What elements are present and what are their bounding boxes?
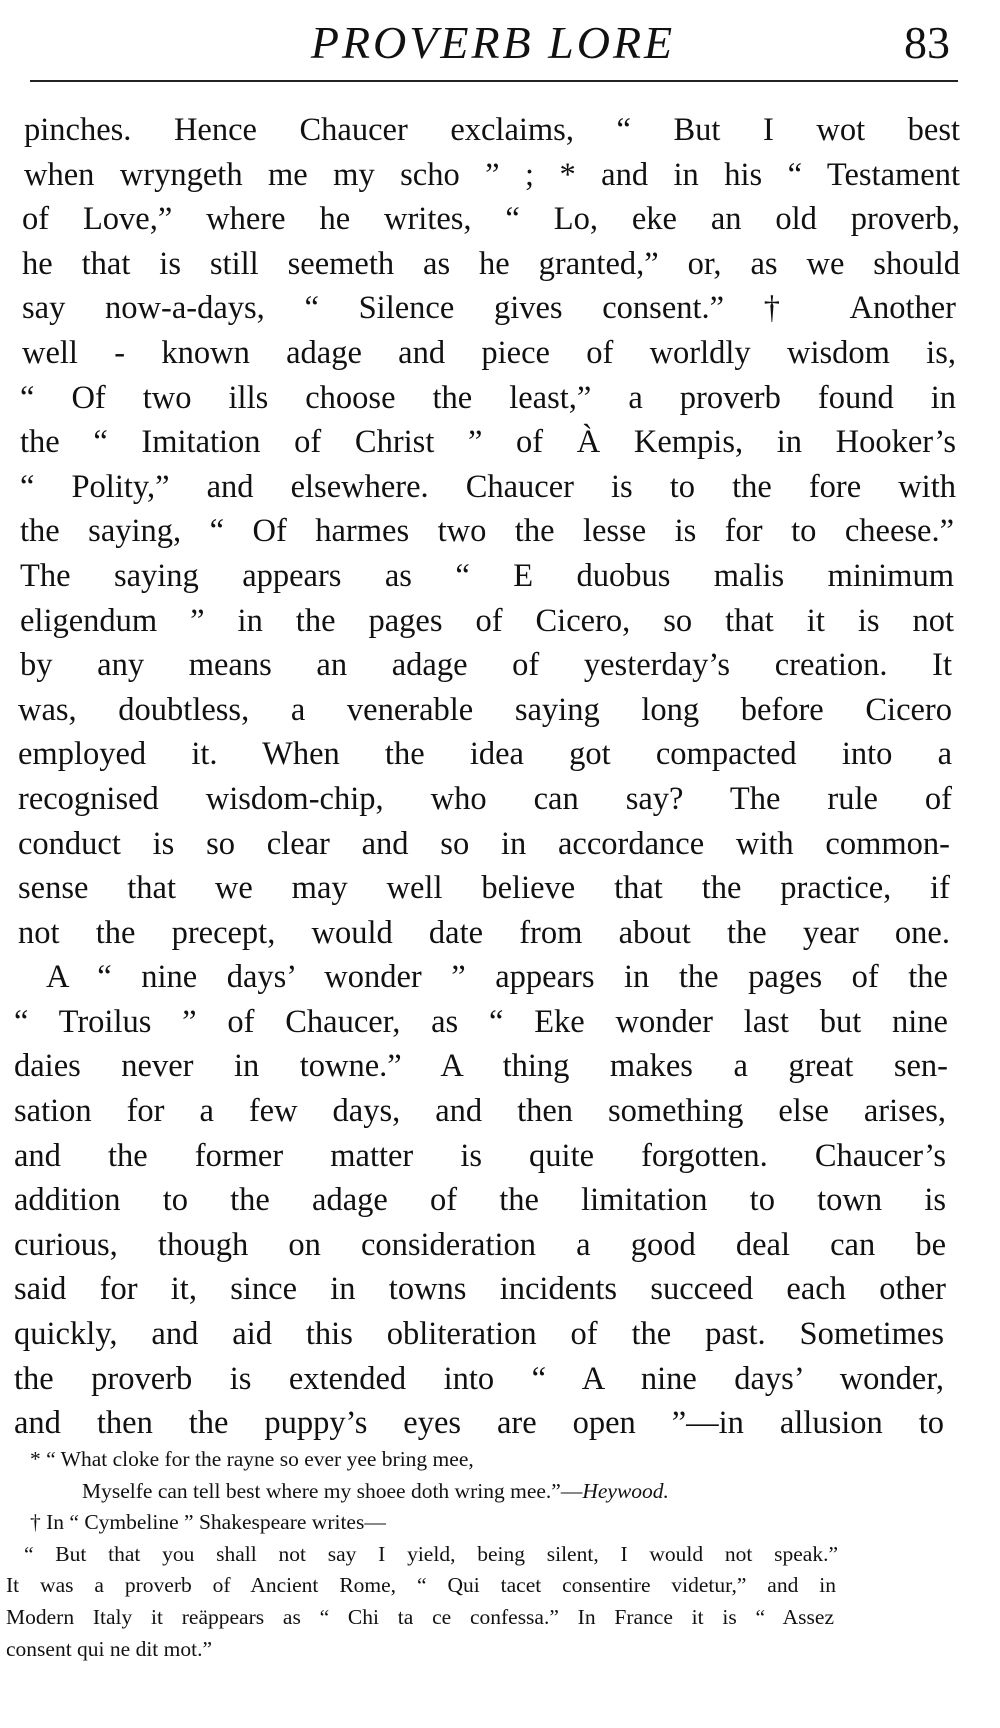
text-line: when wryngeth me my scho ” ; * and in his “ Testament (24, 156, 960, 193)
page-header (28, 16, 958, 76)
text-line: said for it, since in towns incidents succeed each other (14, 1271, 946, 1308)
text-line: say now-a-days, “ Silence gives consent.” † Another (22, 290, 956, 327)
text-line: the saying, “ Of harmes two the lesse is for to cheese.” (20, 513, 954, 550)
text-line: he that is still seemeth as he granted,” or, as we should (22, 245, 960, 282)
text-line: the proverb is extended into “ A nine days’ wonder, (14, 1360, 944, 1397)
text-line: recognised wisdom-chip, who can say? The rule of (18, 780, 952, 817)
text-line: the “ Imitation of Christ ” of À Kempis, in Hooker’s (20, 424, 956, 461)
text-line: and then the puppy’s eyes are open ”—in allusion to (14, 1405, 944, 1442)
header-rule (30, 80, 958, 82)
footnotes (0, 1444, 1000, 1665)
running-title: PROVERB LORE (310, 17, 676, 68)
text-line: eligendum ” in the pages of Cicero, so that it is not (20, 602, 954, 639)
text-line: “ Of two ills choose the least,” a proverb found in (20, 379, 956, 416)
footnote-dagger-intro: † In “ Cymbeline ” Shakespeare writes— (30, 1510, 386, 1535)
text-line: addition to the adage of the limitation to town is (14, 1182, 946, 1219)
text-line: “ Polity,” and elsewhere. Chaucer is to the fore with (20, 468, 956, 505)
text-line: curious, though on consideration a good deal can be (14, 1226, 946, 1263)
text-line: The saying appears as “ E duobus malis minimum (20, 557, 954, 594)
footnote-continuation: consent qui ne dit mot.” (6, 1636, 213, 1661)
footnote-star-line: * “ What cloke for the rayne so ever yee bring mee, (30, 1447, 474, 1471)
text-line: employed it. When the idea got compacted into a (18, 736, 952, 773)
text-line: “ Troilus ” of Chaucer, as “ Eke wonder last but nine (14, 1003, 948, 1040)
text-line: well - known adage and piece of worldly wisdom is, (22, 334, 956, 371)
text-line: by any means an adage of yesterday’s creation. It (20, 647, 952, 684)
text-line: sense that we may well believe that the practice, if (18, 870, 950, 907)
text-line: quickly, and aid this obliteration of the past. Sometimes (14, 1316, 944, 1353)
body-text (14, 108, 960, 1446)
footnote-quote: “ But that you shall not say I yield, being silent, I would not speak.” (24, 1541, 838, 1566)
text-line: was, doubtless, a venerable saying long before Cicero (18, 691, 952, 728)
text-line: sation for a few days, and then something else arises, (14, 1093, 946, 1130)
text-line: pinches. Hence Chaucer exclaims, “ But I wot best (24, 112, 960, 148)
footnote-continuation: It was a proverb of Ancient Rome, “ Qui tacet consentire videtur,” and in (6, 1573, 836, 1598)
footnote-continuation: Modern Italy it reäppears as “ Chi ta ce confessa.” In France it is “ Assez (6, 1604, 834, 1629)
text-line: of Love,” where he writes, “ Lo, eke an old proverb, (22, 201, 960, 238)
footnote-attribution: Heywood. (582, 1478, 669, 1503)
footnote-star-quote: Myselfe can tell best where my shoee doth wring mee.”— (82, 1478, 583, 1503)
text-line: daies never in towne.” A thing makes a great sen- (14, 1048, 948, 1085)
text-line: and the former matter is quite forgotten. Chaucer’s (14, 1137, 946, 1174)
footnote-star-line (0, 1476, 1000, 1508)
text-line: conduct is so clear and so in accordance with common- (18, 825, 950, 862)
page-number: 83 (904, 17, 950, 68)
text-line: A “ nine days’ wonder ” appears in the pages of the (46, 959, 948, 996)
text-line: not the precept, would date from about the year one. (18, 914, 950, 951)
